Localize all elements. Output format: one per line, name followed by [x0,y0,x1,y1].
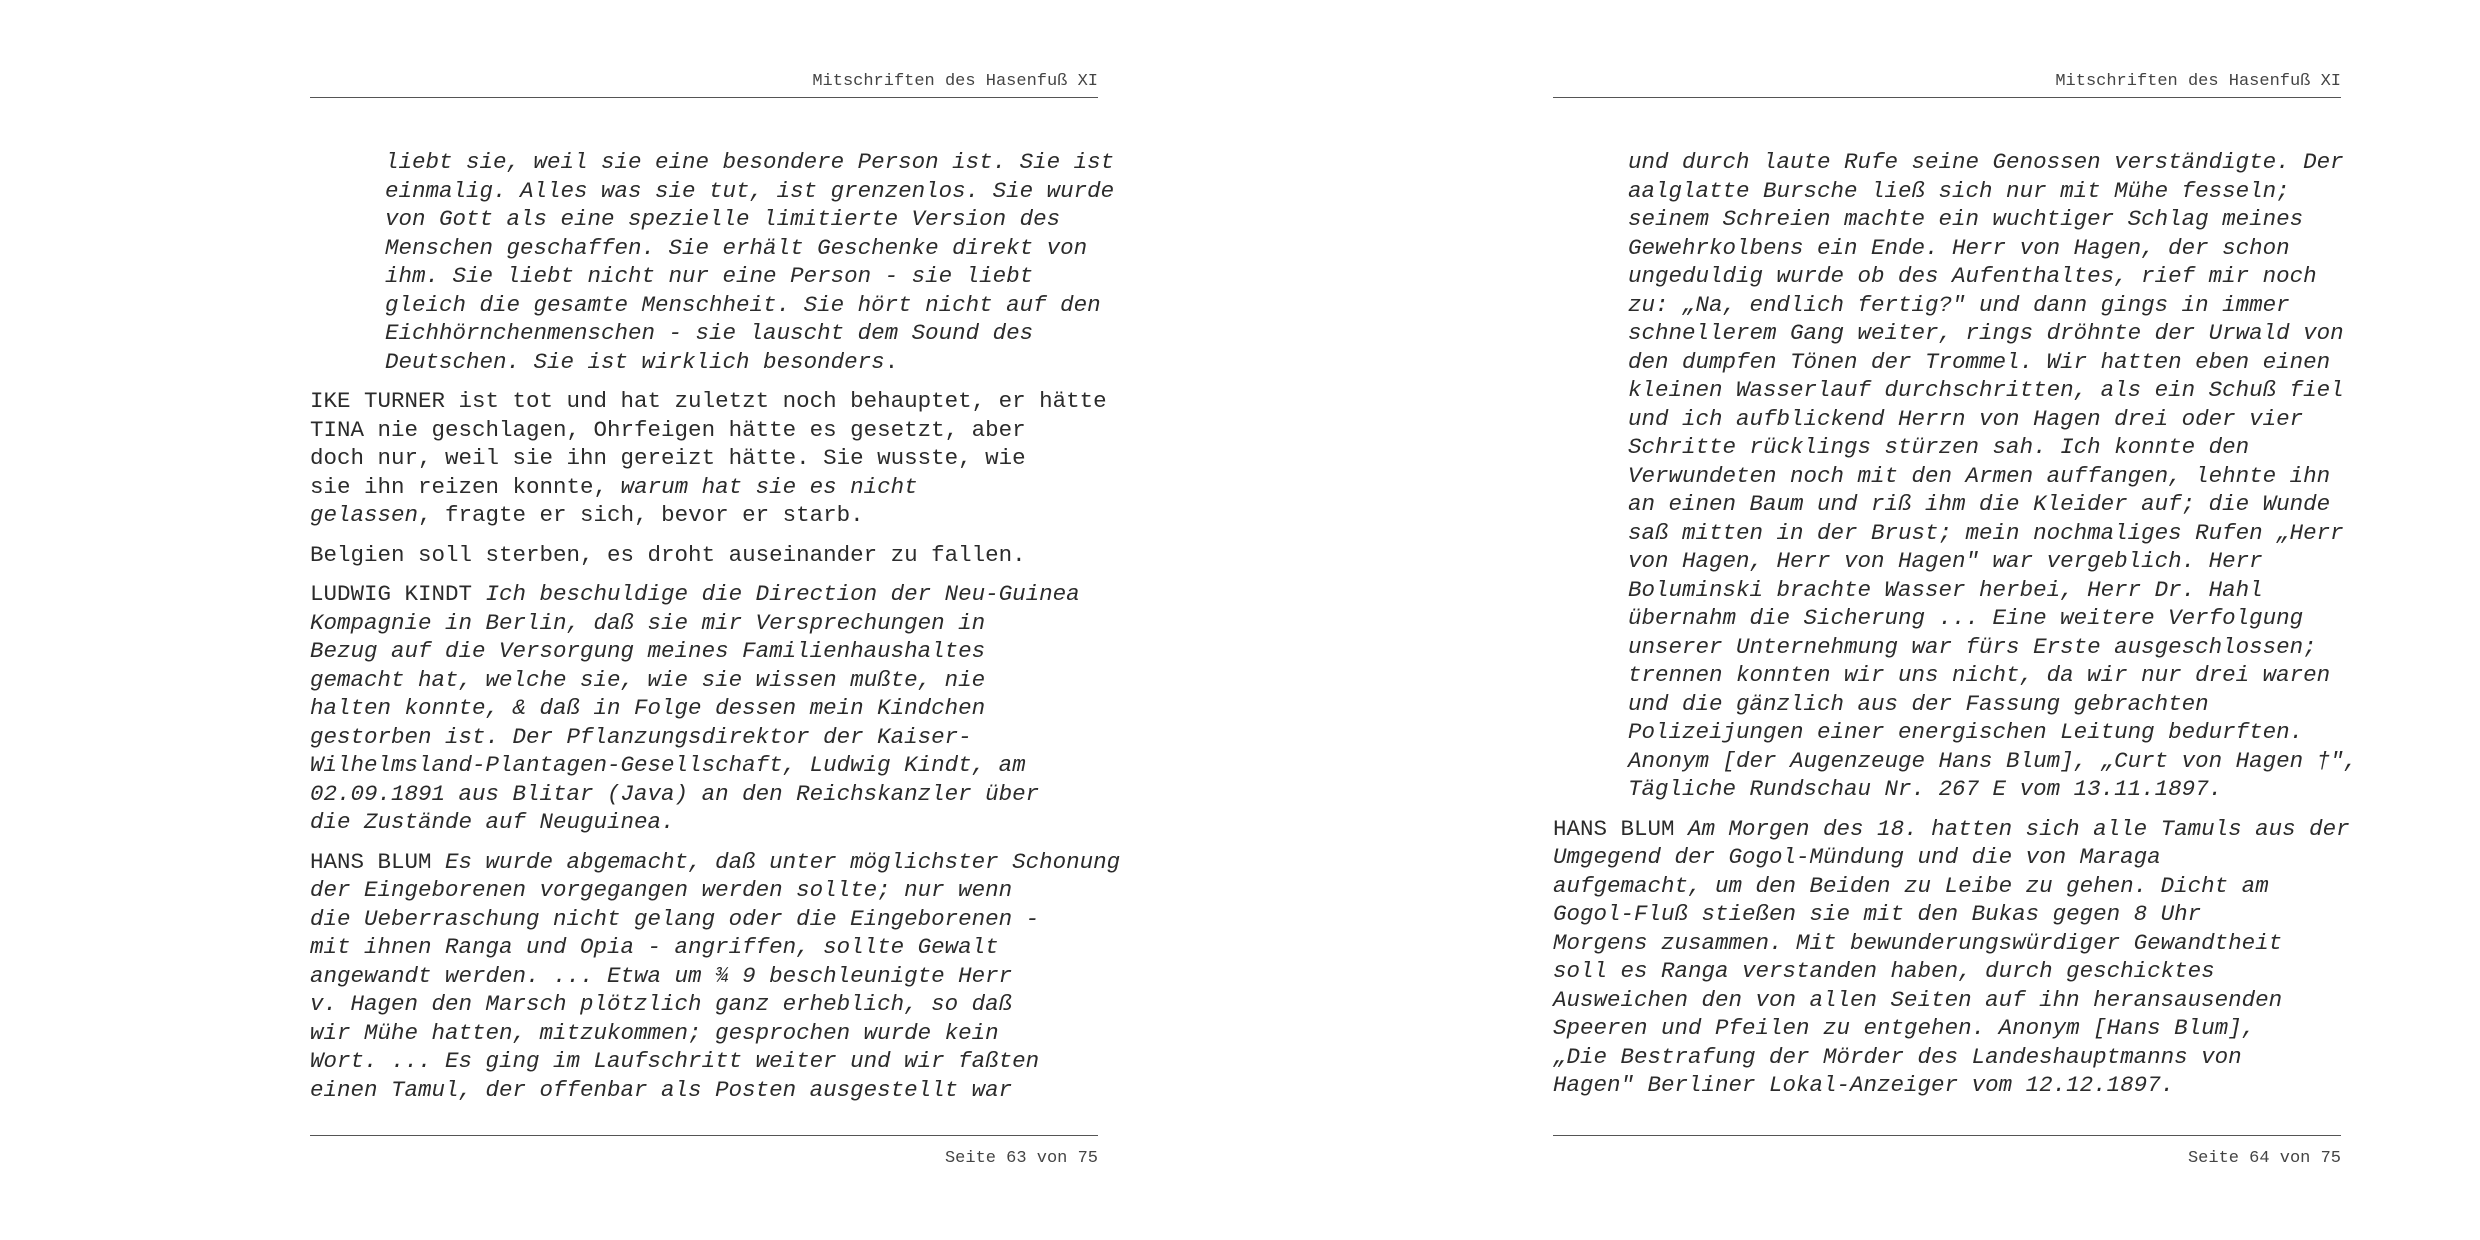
text-line [1553,1043,2348,1072]
text-line [1628,718,2348,747]
text-line [310,541,1105,570]
text-segment: . [884,348,899,375]
text-line [1628,234,2348,263]
text-segment: von Gott als eine spezielle limitierte Version des [385,206,1061,232]
text-line [310,751,1105,780]
page-body [310,148,1121,1115]
text-segment: Wilhelmsland-Plantagen-Gesellschaft, Ludwig Kindt, am [310,752,1026,778]
text-line [1628,519,2348,548]
text-segment: aalglatte Bursche ließ sich nur mit Mühe fesseln; [1628,177,2290,204]
text-segment: HANS BLUM [310,848,446,875]
text-line [310,780,1105,809]
text-line [310,933,1105,962]
text-segment: angewandt werden. ... Etwa um ¾ 9 beschleunigte Herr [310,962,1013,989]
running-header: Mitschriften des Hasenfuß XI [2055,72,2341,91]
text-segment: „Die Bestrafung der Mörder des Landeshauptmanns von [1553,1043,2242,1070]
text-segment: Tägliche Rundschau Nr. 267 E vom 13.11.1897. [1628,776,2223,802]
text-segment: Wort. ... Es ging im Laufschritt weiter und wir faßten [310,1048,1040,1074]
text-line [310,609,1105,638]
paragraph [1553,148,2358,804]
text-line [1628,205,2348,234]
text-line [1628,633,2348,662]
text-line [1628,148,2348,177]
text-line [310,694,1105,723]
page-left [310,0,1121,1240]
text-line [310,723,1105,752]
running-header: Mitschriften des Hasenfuß XI [812,72,1098,91]
text-segment: aufgemacht, um den Beiden zu Leibe zu gehen. Dicht am [1553,872,2269,899]
footer-rule [1553,1135,2341,1136]
text-segment: halten konnte, & daß in Folge dessen mein Kindchen [310,695,986,721]
header-rule [310,97,1098,98]
paragraph [1553,815,2348,1100]
text-segment: die Zustände auf Neuguinea. [310,809,675,835]
text-segment: Belgien soll sterben, es droht auseinander zu fallen. [310,541,1026,568]
text-line [1628,433,2348,462]
text-line [385,319,1105,348]
text-segment: an einen Baum und riß ihm die Kleider auf; die Wunde [1628,491,2331,517]
text-line [385,291,1105,320]
text-segment: v. Hagen den Marsch plötzlich ganz erheblich, so daß [310,991,1013,1017]
text-line [310,444,1105,473]
text-segment: kleinen Wasserlauf durchschritten, als ein Schuß fiel [1628,377,2344,403]
header-rule [1553,97,2341,98]
text-segment: die Ueberraschung nicht gelang oder die Eingeborenen - [310,905,1040,932]
text-line [1628,490,2348,519]
text-segment: soll es Ranga verstanden haben, durch geschicktes [1553,958,2215,984]
text-segment: mit ihnen Ranga und Opia - angriffen, sollte Gewalt [310,934,999,960]
text-line [1628,690,2348,719]
text-line [1553,843,2348,872]
text-line [310,473,1105,502]
text-segment: Kompagnie in Berlin, daß sie mir Versprechungen in [310,609,986,636]
text-segment: Ich beschuldige die Direction der Neu-Guinea [485,581,1080,607]
page-body [1553,148,2358,1111]
text-line [310,848,1121,877]
text-segment: Verwundeten noch mit den Armen auffangen, lehnte ihn [1628,462,2331,489]
text-line [310,808,1105,837]
text-segment: Boluminski brachte Wasser herbei, Herr Dr. Hahl [1628,576,2263,603]
text-segment: Hagen" Berliner Lokal-Anzeiger vom 12.12.1897. [1553,1072,2175,1098]
text-line [310,876,1105,905]
text-segment: gelassen [310,502,419,528]
text-segment: , fragte er sich, bevor er starb. [418,502,864,528]
page-number: Seite 64 von 75 [2187,1149,2341,1168]
text-segment: gemacht hat, welche sie, wie sie wissen mußte, nie [310,666,986,693]
text-line [1628,262,2348,291]
text-segment: Gewehrkolbens ein Ende. Herr von Hagen, der schon [1628,234,2290,261]
text-segment: gestorben ist. Der Pflanzungsdirektor der Kaiser- [310,723,972,750]
text-segment: einen Tamul, der offenbar als Posten ausgestellt war [310,1076,1013,1103]
text-line [1553,815,2350,844]
text-line [1628,462,2348,491]
text-line [1628,376,2348,405]
text-line [1628,348,2348,377]
text-segment: den dumpfen Tönen der Trommel. Wir hatten eben einen [1628,348,2331,375]
text-line [1553,872,2348,901]
text-segment: Eichhörnchenmenschen - sie lauscht dem Sound des [385,320,1034,346]
paragraph [310,580,1105,837]
page-right [1553,0,2358,1240]
footer-rule [310,1135,1098,1136]
text-line [385,348,1105,377]
text-line [1553,957,2348,986]
text-segment: IKE TURNER ist tot und hat zuletzt noch behauptet, er hätte [310,388,1107,414]
text-line [1628,405,2348,434]
text-line [1628,661,2348,690]
text-line [310,580,1105,609]
text-segment: liebt sie, weil sie eine besondere Person ist. Sie ist [385,149,1115,175]
text-line [310,1076,1105,1105]
text-segment: warum hat sie es nicht [620,473,918,500]
text-line [310,962,1105,991]
text-segment: Gogol-Fluß stießen sie mit den Bukas gegen 8 Uhr [1553,901,2202,927]
text-line [1628,775,2348,804]
text-segment: und durch laute Rufe seine Genossen verständigte. Der [1628,149,2344,175]
text-line [1628,576,2348,605]
text-segment: TINA nie geschlagen, Ohrfeigen hätte es gesetzt, aber [310,416,1026,443]
paragraph [310,148,1115,376]
text-segment: schnellerem Gang weiter, rings dröhnte der Urwald von [1628,320,2344,346]
text-segment: LUDWIG KINDT [310,581,486,607]
text-segment: trennen konnten wir uns nicht, da wir nur drei waren [1628,662,2331,688]
text-line [385,177,1115,206]
text-segment: der Eingeborenen vorgegangen werden sollte; nur wenn [310,877,1013,903]
text-segment: Ausweichen den von allen Seiten auf ihn heransausenden [1553,986,2283,1013]
text-segment: und ich aufblickend Herrn von Hagen drei oder vier [1628,405,2304,432]
text-segment: übernahm die Sicherung ... Eine weitere Verfolgung [1628,605,2304,631]
text-segment: Es wurde abgemacht, daß unter möglichster Schonung [445,848,1121,875]
text-line [1628,547,2348,576]
text-segment: Speeren und Pfeilen zu entgehen. Anonym [Hans Blum], [1553,1015,2256,1041]
text-segment: ihm. Sie liebt nicht nur eine Person - sie liebt [385,263,1034,289]
text-segment: HANS BLUM [1553,815,1689,842]
text-segment: Deutschen. Sie ist wirklich besonders [385,348,885,375]
text-line [385,234,1105,263]
text-segment: seinem Schreien machte ein wuchtiger Schlag meines [1628,206,2304,232]
paragraph [310,541,1105,570]
text-segment: Polizeijungen einer energischen Leitung bedurften. [1628,719,2304,745]
text-line [310,905,1105,934]
text-line [1553,986,2348,1015]
text-line [310,501,1105,530]
text-line [385,205,1105,234]
text-segment: ungeduldig wurde ob des Aufenthaltes, rief mir noch [1628,263,2317,289]
text-segment: doch nur, weil sie ihn gereizt hätte. Sie wusste, wie [310,445,1026,471]
text-segment: von Hagen, Herr von Hagen" war vergeblich. Herr [1628,548,2263,574]
text-line [1553,929,2348,958]
text-line [1553,1014,2348,1043]
text-segment: zu: „Na, endlich fertig?" und dann gings in immer [1628,291,2290,318]
paragraph [310,848,1121,1105]
text-line [310,416,1105,445]
text-line [1553,900,2348,929]
text-segment: Umgegend der Gogol-Mündung und die von Maraga [1553,844,2161,870]
text-segment: gleich die gesamte Menschheit. Sie hört nicht auf den [385,291,1101,318]
text-line [1628,604,2348,633]
text-segment: 02.09.1891 aus Blitar (Java) an den Reichskanzler über [310,780,1040,807]
text-line [1628,177,2348,206]
text-segment: Menschen geschaffen. Sie erhält Geschenke direkt von [385,234,1088,261]
page-number: Seite 63 von 75 [944,1149,1098,1168]
paragraph [310,387,1105,530]
text-line [1628,747,2358,776]
text-line [1628,319,2348,348]
text-segment: Bezug auf die Versorgung meines Familienhaushaltes [310,638,986,664]
text-segment: Schritte rücklings stürzen sah. Ich konnte den [1628,434,2250,460]
text-line [310,1047,1105,1076]
text-segment: sie ihn reizen konnte, [310,473,621,500]
text-segment: saß mitten in der Brust; mein nochmaliges Rufen „Herr [1628,519,2344,546]
text-segment: unserer Unternehmung war fürs Erste ausgeschlossen; [1628,633,2317,660]
text-line [310,1019,1105,1048]
text-segment: Anonym [der Augenzeuge Hans Blum], „Curt von Hagen †", [1628,747,2358,774]
text-line [310,666,1105,695]
text-segment: wir Mühe hatten, mitzukommen; gesprochen wurde kein [310,1019,999,1046]
text-segment: Am Morgen des 18. hatten sich alle Tamuls aus der [1688,815,2350,842]
text-line [310,637,1105,666]
text-segment: einmalig. Alles was sie tut, ist grenzenlos. Sie wurde [385,177,1115,204]
text-line [310,990,1105,1019]
text-line [1553,1071,2348,1100]
text-line [1628,291,2348,320]
text-line [310,387,1107,416]
text-line [385,148,1115,177]
text-line [385,262,1105,291]
text-segment: und die gänzlich aus der Fassung gebrachten [1628,690,2209,717]
text-segment: Morgens zusammen. Mit bewunderungswürdiger Gewandtheit [1553,929,2283,956]
